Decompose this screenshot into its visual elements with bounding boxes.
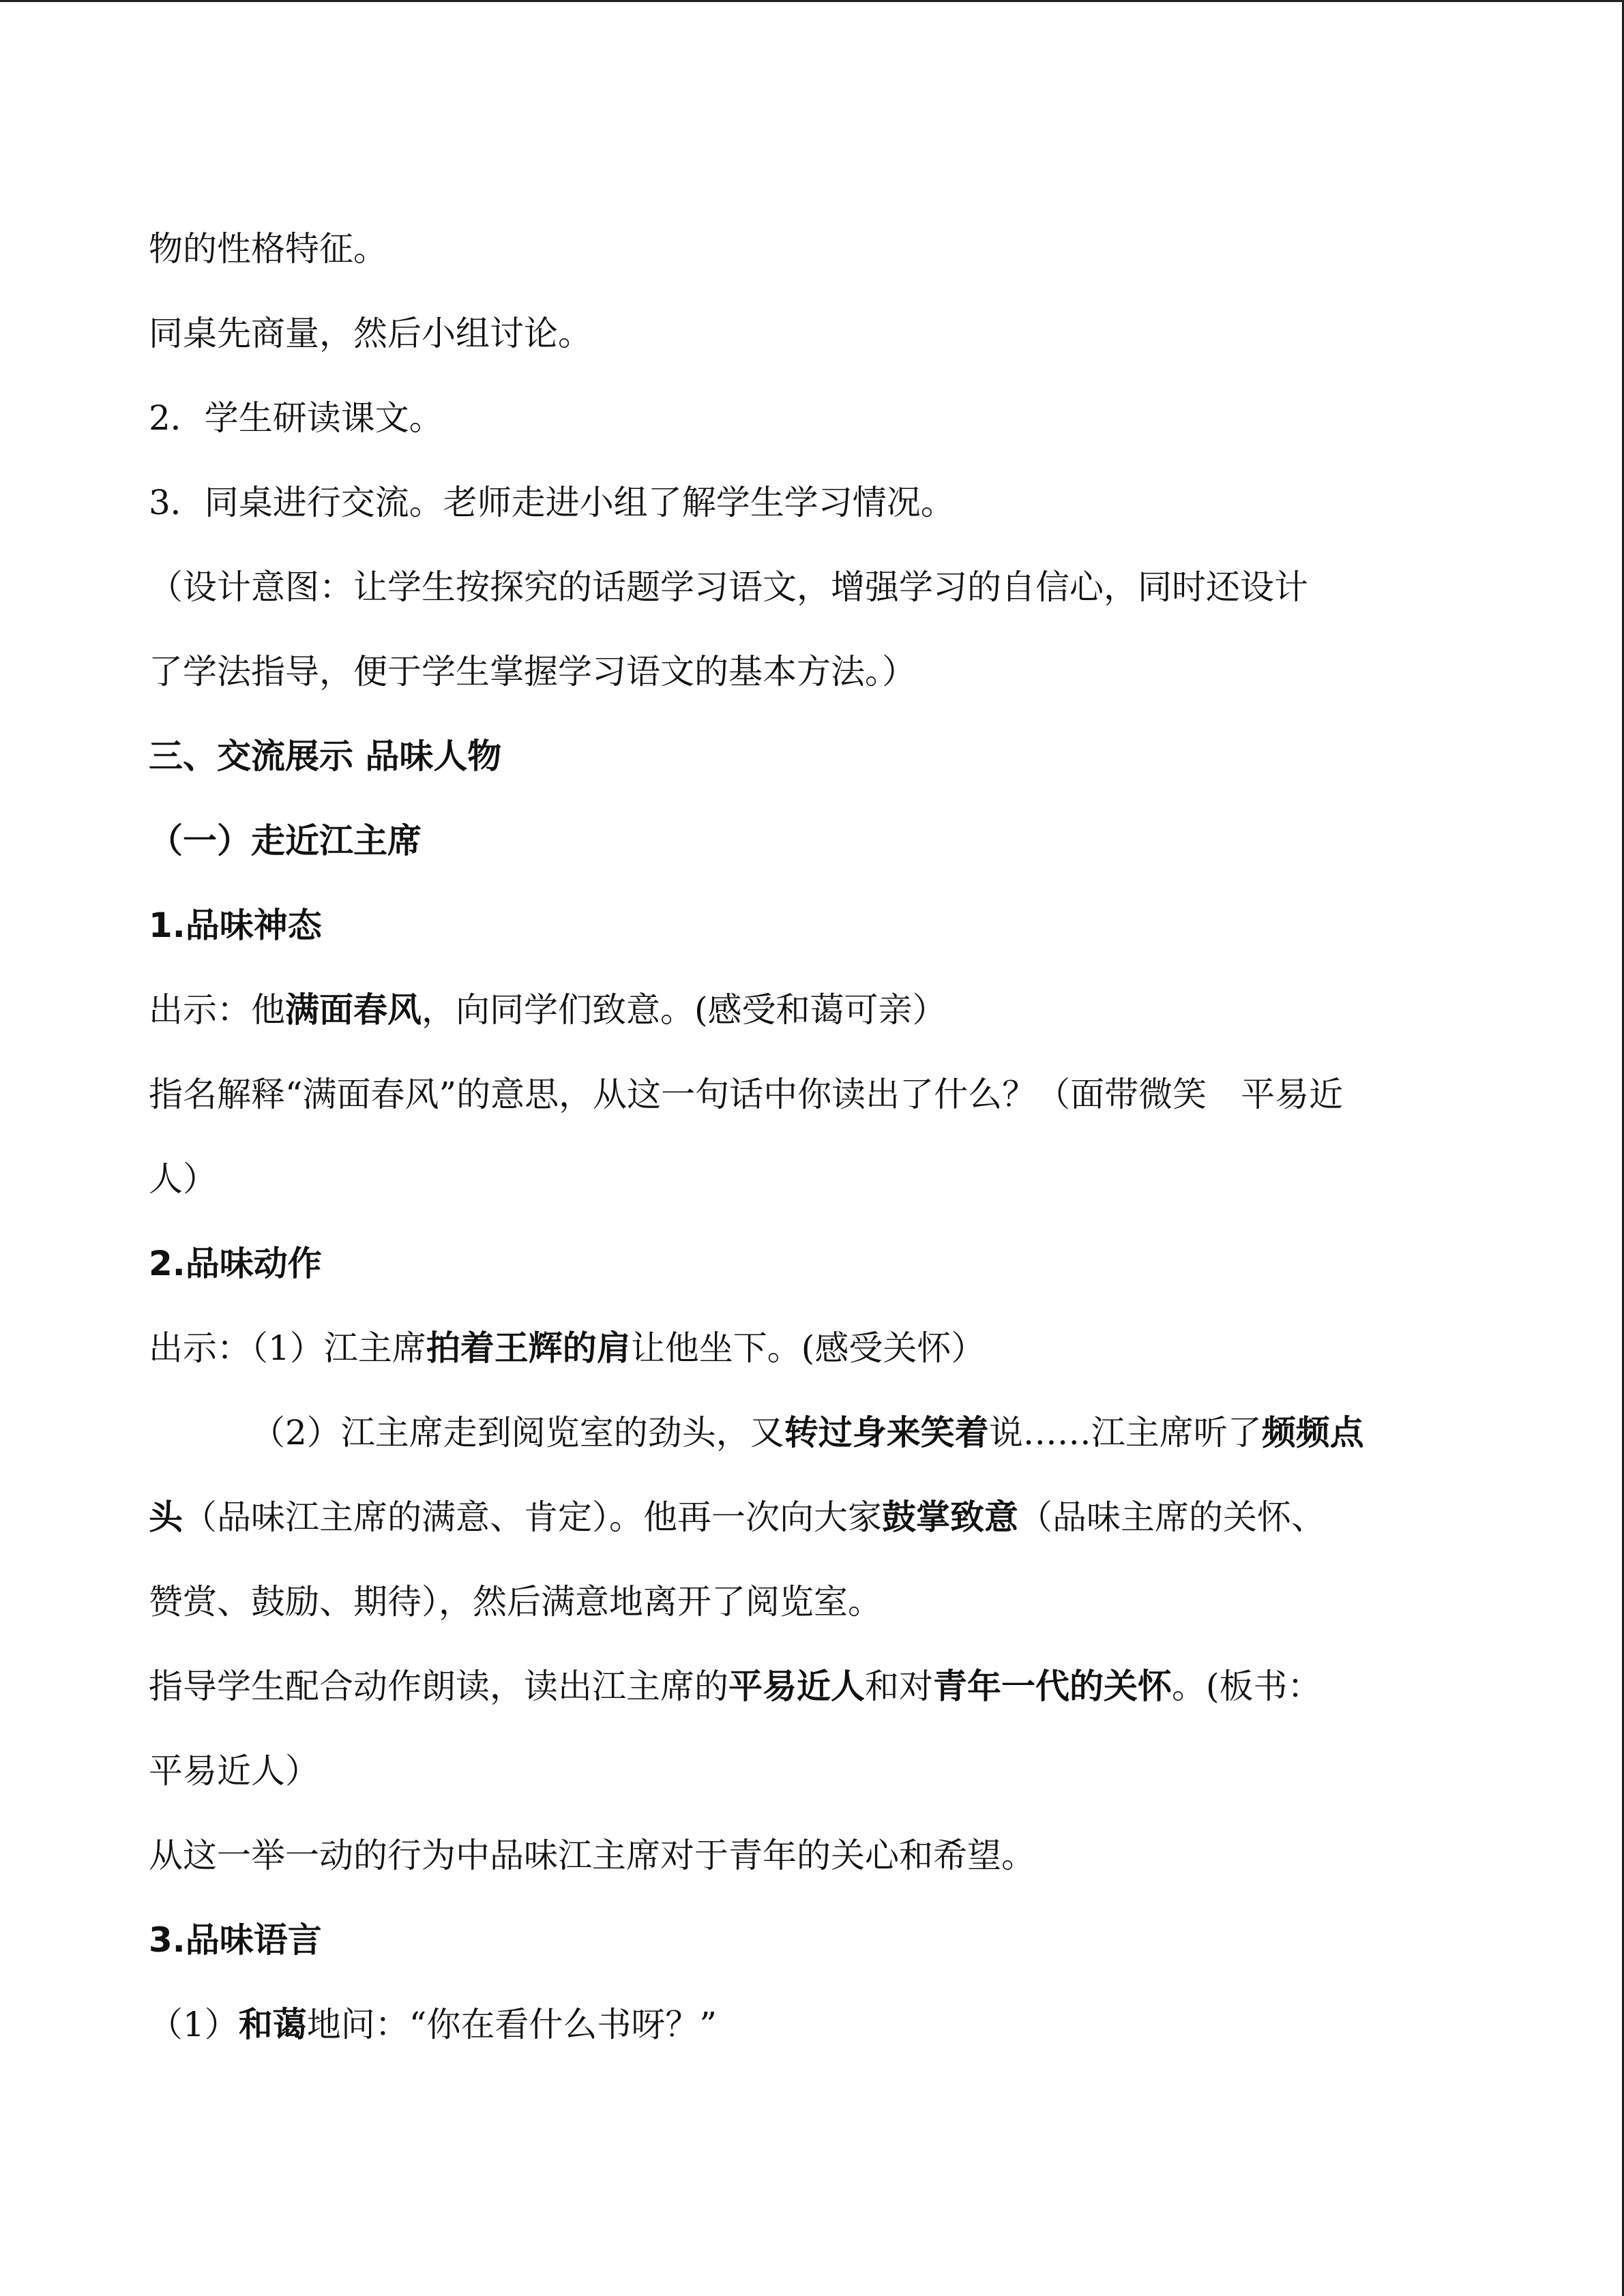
text-run: 赞赏、鼓励、期待），然后满意地离开了阅览室。 <box>149 1582 882 1622</box>
text-run: 指名解释“满面春风”的意思，从这一句话中你读出了什么？（面带微笑 平易近 <box>149 1075 1344 1114</box>
text-run: ，向同学们致意。(感受和蔼可亲） <box>422 990 947 1030</box>
paragraph-line <box>149 1137 1486 1221</box>
text-run: 。(板书： <box>1172 1667 1322 1706</box>
text-run: 从这一举一动的行为中品味江主席对于青年的关心和希望。 <box>149 1836 1035 1875</box>
text-run: 三、交流展示 品味人物 <box>149 736 502 776</box>
text-run: 出示：他 <box>149 990 285 1030</box>
paragraph-line <box>149 1644 1486 1729</box>
text-run: 了学法指导，便于学生掌握学习语文的基本方法。） <box>149 652 916 691</box>
text-run: 3.品味语言 <box>149 1920 322 1960</box>
paragraph-line <box>149 545 1486 629</box>
text-run: 和对 <box>865 1667 933 1706</box>
paragraph-line <box>149 1052 1486 1137</box>
text-run: 2．学生研读课文。 <box>149 398 443 438</box>
section-heading <box>149 1898 1486 1982</box>
text-run: 3．同桌进行交流。老师走进小组了解学生学习情况。 <box>149 483 955 522</box>
emphasis-text: 青年一代的关怀 <box>933 1667 1172 1706</box>
text-run: （1） <box>149 2005 239 2044</box>
paragraph-line <box>149 629 1486 714</box>
text-run: 物的性格特征。 <box>149 229 387 269</box>
emphasis-text: 和蔼 <box>238 2005 307 2044</box>
text-run: 让他坐下。(感受关怀） <box>630 1328 986 1368</box>
text-run: （2）江主席走到阅览室的劲头，又 <box>251 1413 784 1452</box>
emphasis-text: 转过身来笑着 <box>784 1413 989 1452</box>
text-run: 地问：“你在看什么书呀？” <box>306 2005 717 2044</box>
emphasis-text: 拍着王辉的肩 <box>426 1328 631 1368</box>
paragraph-line <box>149 1306 1486 1390</box>
text-run: 指导学生配合动作朗读，读出江主席的 <box>149 1667 728 1706</box>
paragraph-line <box>149 376 1486 460</box>
paragraph-line <box>149 1475 1486 1560</box>
text-run: （一）走近江主席 <box>149 821 422 861</box>
section-heading <box>149 799 1486 883</box>
document-body <box>149 207 1486 2067</box>
paragraph-line <box>149 1813 1486 1898</box>
paragraph-line <box>149 1982 1486 2067</box>
section-heading <box>149 1221 1486 1306</box>
paragraph-line <box>149 460 1486 545</box>
paragraph-line <box>149 291 1486 376</box>
emphasis-text: 平易近人 <box>728 1667 865 1706</box>
text-run: 出示：（1）江主席 <box>149 1328 426 1368</box>
text-run: （设计意图：让学生按探究的话题学习语文，增强学习的自信心，同时还设计 <box>149 567 1308 607</box>
paragraph-line <box>149 1390 1486 1475</box>
emphasis-text: 满面春风 <box>285 990 422 1030</box>
paragraph-line <box>149 1560 1486 1644</box>
section-heading <box>149 714 1486 799</box>
section-heading <box>149 883 1486 968</box>
text-run: （品味江主席的满意、肯定）。他再一次向大家 <box>183 1497 882 1537</box>
text-run: 说……江主席听了 <box>988 1413 1262 1452</box>
text-run: 平易近人） <box>149 1751 319 1791</box>
text-run: 1.品味神态 <box>149 906 322 945</box>
text-run: 人） <box>149 1159 217 1199</box>
text-run: 2.品味动作 <box>149 1244 322 1283</box>
emphasis-text: 鼓掌致意 <box>882 1497 1018 1537</box>
emphasis-text: 频频点 <box>1261 1413 1364 1452</box>
text-run: （品味主席的关怀、 <box>1018 1497 1325 1537</box>
paragraph-line <box>149 968 1486 1052</box>
paragraph-line <box>149 1729 1486 1813</box>
emphasis-text: 头 <box>149 1497 183 1537</box>
paragraph-line <box>149 207 1486 291</box>
text-run: 同桌先商量，然后小组讨论。 <box>149 314 592 353</box>
